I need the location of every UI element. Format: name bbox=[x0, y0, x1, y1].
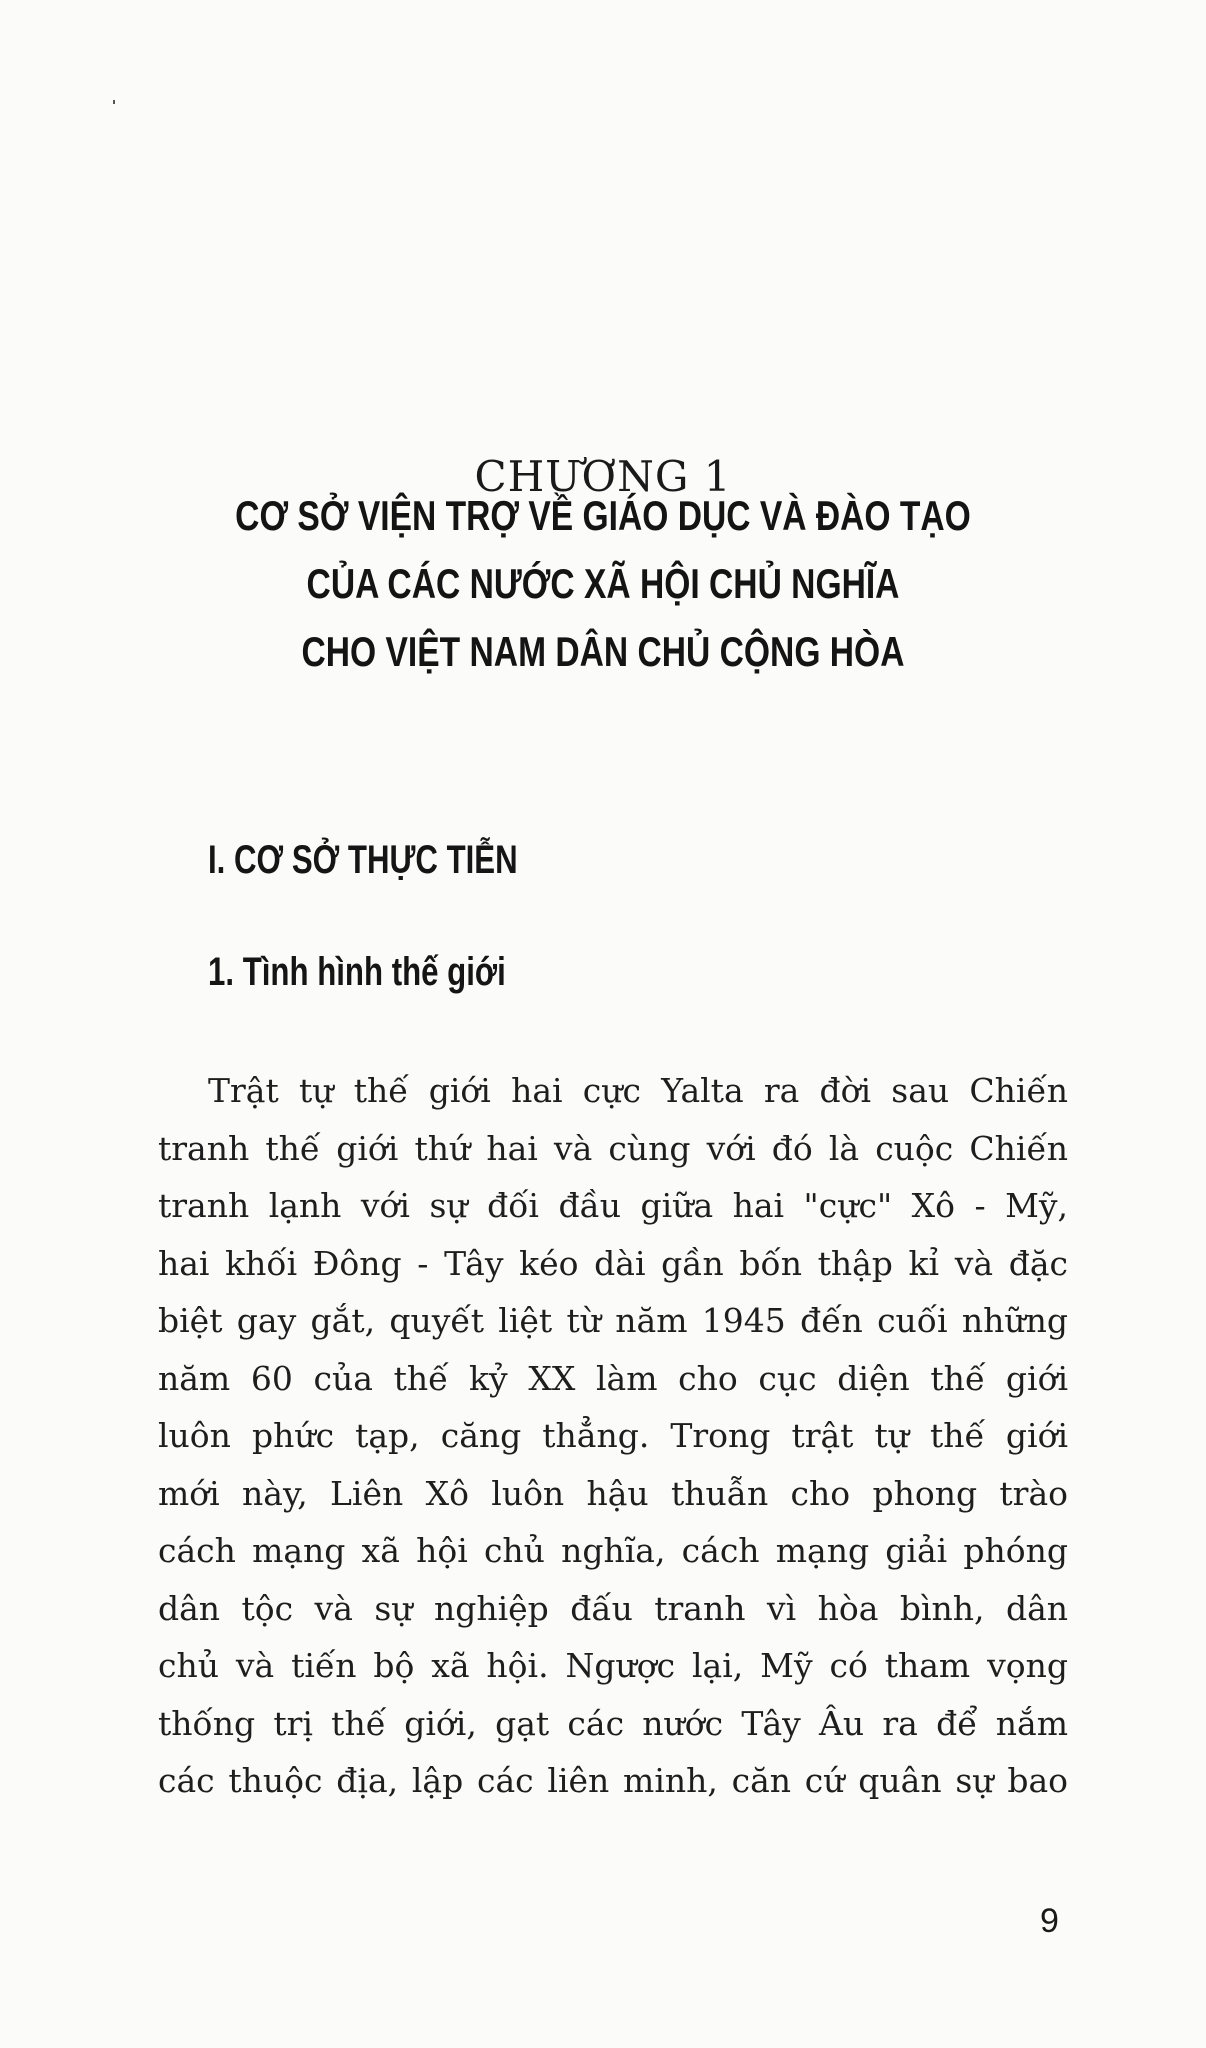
paragraph-line: các thuộc địa, lập các liên minh, căn cứ quân sự bao bbox=[158, 1761, 1068, 1800]
chapter-title-line: CỦA CÁC NƯỚC XÃ HỘI CHỦ NGHĨA bbox=[306, 560, 900, 607]
paragraph-line: năm 60 của thế kỷ XX làm cho cục diện thế giới bbox=[158, 1358, 1068, 1398]
paragraph-line: dân tộc và sự nghiệp đấu tranh vì hòa bình, dân bbox=[158, 1588, 1068, 1628]
paragraph-line: luôn phức tạp, căng thẳng. Trong trật tự thế giới bbox=[158, 1416, 1068, 1455]
paragraph-line: hai khối Đông - Tây kéo dài gần bốn thập kỉ và đặc bbox=[158, 1243, 1068, 1283]
paragraph-line: cách mạng xã hội chủ nghĩa, cách mạng giải phóng bbox=[158, 1531, 1068, 1570]
page-number: 9 bbox=[1040, 1902, 1059, 1940]
chapter-title bbox=[121, 482, 1086, 686]
paragraph-line: mới này, Liên Xô luôn hậu thuẫn cho phong trào bbox=[158, 1473, 1068, 1513]
paragraph-line: tranh lạnh với sự đối đầu giữa hai "cực" Xô - Mỹ, bbox=[158, 1186, 1068, 1225]
subsection-heading: 1. Tình hình thế giới bbox=[208, 950, 506, 994]
chapter-title-line: CHO VIỆT NAM DÂN CHỦ CỘNG HÒA bbox=[301, 628, 905, 675]
paragraph-line: chủ và tiến bộ xã hội. Ngược lại, Mỹ có tham vọng bbox=[158, 1646, 1068, 1685]
chapter-title-line: CƠ SỞ VIỆN TRỢ VỀ GIÁO DỤC VÀ ĐÀO TẠO bbox=[235, 492, 971, 539]
paragraph-line: Trật tự thế giới hai cực Yalta ra đời sau Chiến bbox=[208, 1071, 1068, 1110]
paragraph-line: tranh thế giới thứ hai và cùng với đó là cuộc Chiến bbox=[158, 1128, 1068, 1168]
chapter-label: CHƯƠNG 1 bbox=[474, 452, 732, 501]
paragraph-line: biệt gay gắt, quyết liệt từ năm 1945 đến cuối những bbox=[158, 1301, 1068, 1340]
paper-speck bbox=[113, 100, 115, 104]
body-paragraph bbox=[158, 1062, 1068, 1810]
paragraph-line: thống trị thế giới, gạt các nước Tây Âu ra để nắm bbox=[158, 1703, 1068, 1743]
section-heading: I. CƠ SỞ THỰC TIỄN bbox=[208, 838, 518, 882]
